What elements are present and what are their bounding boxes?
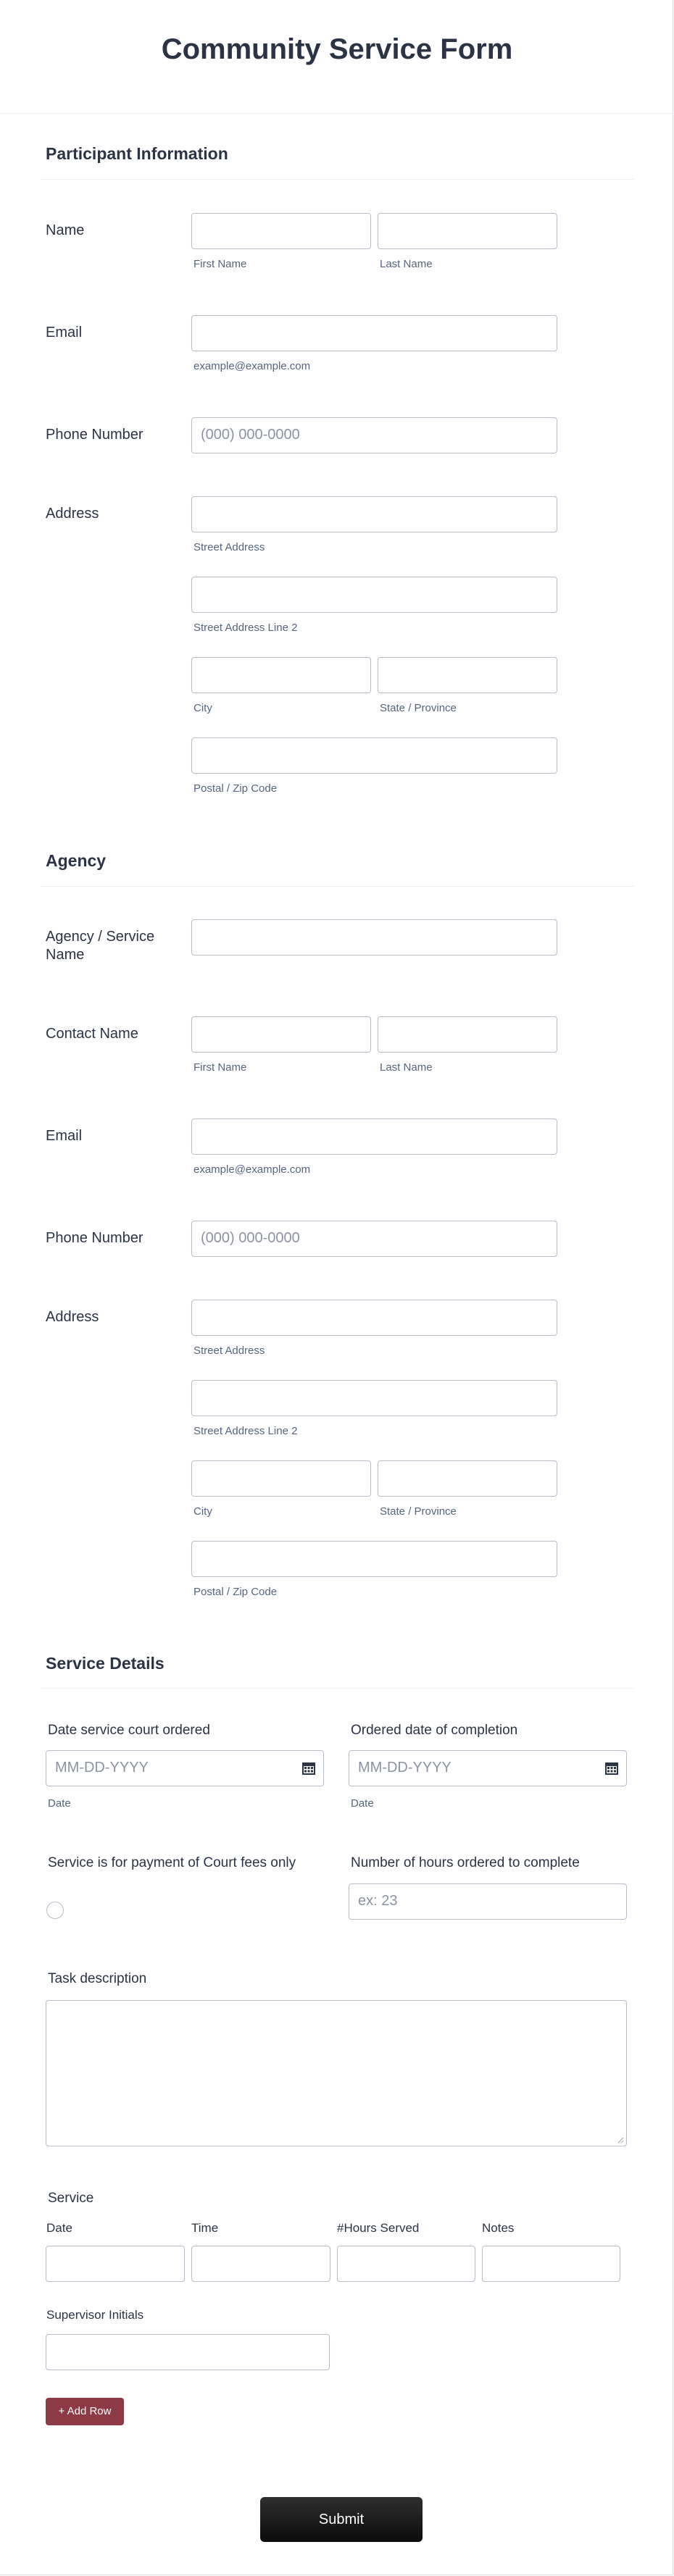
agency-street-address-line2-input[interactable]	[191, 1380, 557, 1416]
section-divider	[40, 179, 634, 180]
agency-state-input[interactable]	[378, 1460, 557, 1497]
calendar-icon[interactable]	[301, 1761, 316, 1776]
court-date-sublabel: Date	[48, 1797, 71, 1810]
column-header-time: Time	[191, 2221, 219, 2235]
agency-city-input[interactable]	[191, 1460, 371, 1497]
street-address-input[interactable]	[191, 496, 557, 532]
agency-section-title: Agency	[46, 851, 107, 870]
hours-ordered-label: Number of hours ordered to complete	[351, 1855, 580, 1870]
completion-date-label: Ordered date of completion	[351, 1723, 518, 1738]
participant-section-title: Participant Information	[46, 144, 228, 163]
agency-phone-input[interactable]	[191, 1221, 557, 1257]
court-date-label: Date service court ordered	[48, 1723, 210, 1738]
service-section-title: Service Details	[46, 1654, 165, 1673]
street-address-sublabel: Street Address	[194, 541, 265, 553]
agency-email-label: Email	[46, 1128, 83, 1144]
completion-date-input[interactable]	[349, 1750, 627, 1786]
first-name-sublabel: First Name	[194, 258, 247, 270]
contact-first-name-sublabel: First Name	[194, 1061, 247, 1074]
state-input[interactable]	[378, 657, 557, 693]
agency-phone-label: Phone Number	[46, 1230, 143, 1246]
contact-name-label: Contact Name	[46, 1026, 138, 1042]
row-hours-served-input[interactable]	[337, 2246, 475, 2282]
row-time-input[interactable]	[191, 2246, 330, 2282]
task-description-label: Task description	[48, 1971, 147, 1986]
zip-sublabel: Postal / Zip Code	[194, 782, 278, 795]
row-date-input[interactable]	[46, 2246, 185, 2282]
hours-ordered-placeholder: ex: 23	[358, 1893, 398, 1909]
court-date-placeholder: MM-DD-YYYY	[55, 1760, 149, 1776]
agency-address-label: Address	[46, 1309, 99, 1325]
column-header-notes: Notes	[482, 2221, 515, 2235]
contact-first-name-input[interactable]	[191, 1016, 371, 1053]
column-header-date: Date	[46, 2221, 72, 2235]
city-sublabel: City	[194, 702, 212, 714]
email-sublabel: example@example.com	[194, 360, 311, 372]
form-header	[0, 0, 674, 114]
task-description-textarea[interactable]	[46, 2000, 627, 2146]
completion-date-sublabel: Date	[351, 1797, 374, 1810]
completion-date-placeholder: MM-DD-YYYY	[358, 1760, 452, 1776]
agency-name-label: Agency / Service Name	[46, 929, 155, 963]
column-header-hours-served: #Hours Served	[337, 2221, 420, 2235]
section-divider	[40, 1688, 634, 1689]
agency-phone-placeholder: (000) 000-0000	[201, 1230, 300, 1246]
state-sublabel: State / Province	[380, 702, 457, 714]
phone-label: Phone Number	[46, 427, 143, 443]
email-label: Email	[46, 325, 83, 340]
service-table-title: Service	[48, 2191, 94, 2206]
contact-last-name-input[interactable]	[378, 1016, 557, 1053]
phone-placeholder: (000) 000-0000	[201, 427, 300, 443]
supervisor-initials-input[interactable]	[46, 2334, 330, 2370]
last-name-input[interactable]	[378, 213, 557, 249]
submit-button[interactable]: Submit	[260, 2497, 423, 2542]
agency-email-input[interactable]	[191, 1118, 557, 1155]
agency-street-address-sublabel: Street Address	[194, 1345, 265, 1357]
agency-city-sublabel: City	[194, 1505, 212, 1518]
phone-input[interactable]	[191, 417, 557, 453]
court-date-input[interactable]	[46, 1750, 324, 1786]
street-address-line2-sublabel: Street Address Line 2	[194, 622, 298, 634]
name-label: Name	[46, 222, 85, 238]
city-input[interactable]	[191, 657, 371, 693]
agency-zip-sublabel: Postal / Zip Code	[194, 1586, 278, 1598]
agency-street-address-input[interactable]	[191, 1300, 557, 1336]
first-name-input[interactable]	[191, 213, 371, 249]
section-divider	[40, 886, 634, 887]
address-label: Address	[46, 506, 99, 522]
calendar-icon[interactable]	[604, 1761, 619, 1776]
agency-zip-input[interactable]	[191, 1541, 557, 1577]
add-row-button[interactable]: + Add Row	[46, 2398, 124, 2425]
court-fees-label: Service is for payment of Court fees only	[48, 1855, 296, 1870]
hours-ordered-input[interactable]	[349, 1883, 627, 1920]
email-input[interactable]	[191, 315, 557, 351]
row-notes-input[interactable]	[482, 2246, 620, 2282]
last-name-sublabel: Last Name	[380, 258, 433, 270]
agency-name-input[interactable]	[191, 919, 557, 955]
supervisor-initials-label: Supervisor Initials	[46, 2308, 144, 2322]
court-fees-radio[interactable]	[46, 1902, 64, 1919]
street-address-line2-input[interactable]	[191, 577, 557, 613]
agency-email-sublabel: example@example.com	[194, 1163, 311, 1176]
zip-input[interactable]	[191, 737, 557, 774]
contact-last-name-sublabel: Last Name	[380, 1061, 433, 1074]
agency-street-address-line2-sublabel: Street Address Line 2	[194, 1425, 298, 1437]
resize-handle-icon[interactable]	[617, 2136, 624, 2144]
agency-state-sublabel: State / Province	[380, 1505, 457, 1518]
form-title: Community Service Form	[161, 33, 513, 65]
